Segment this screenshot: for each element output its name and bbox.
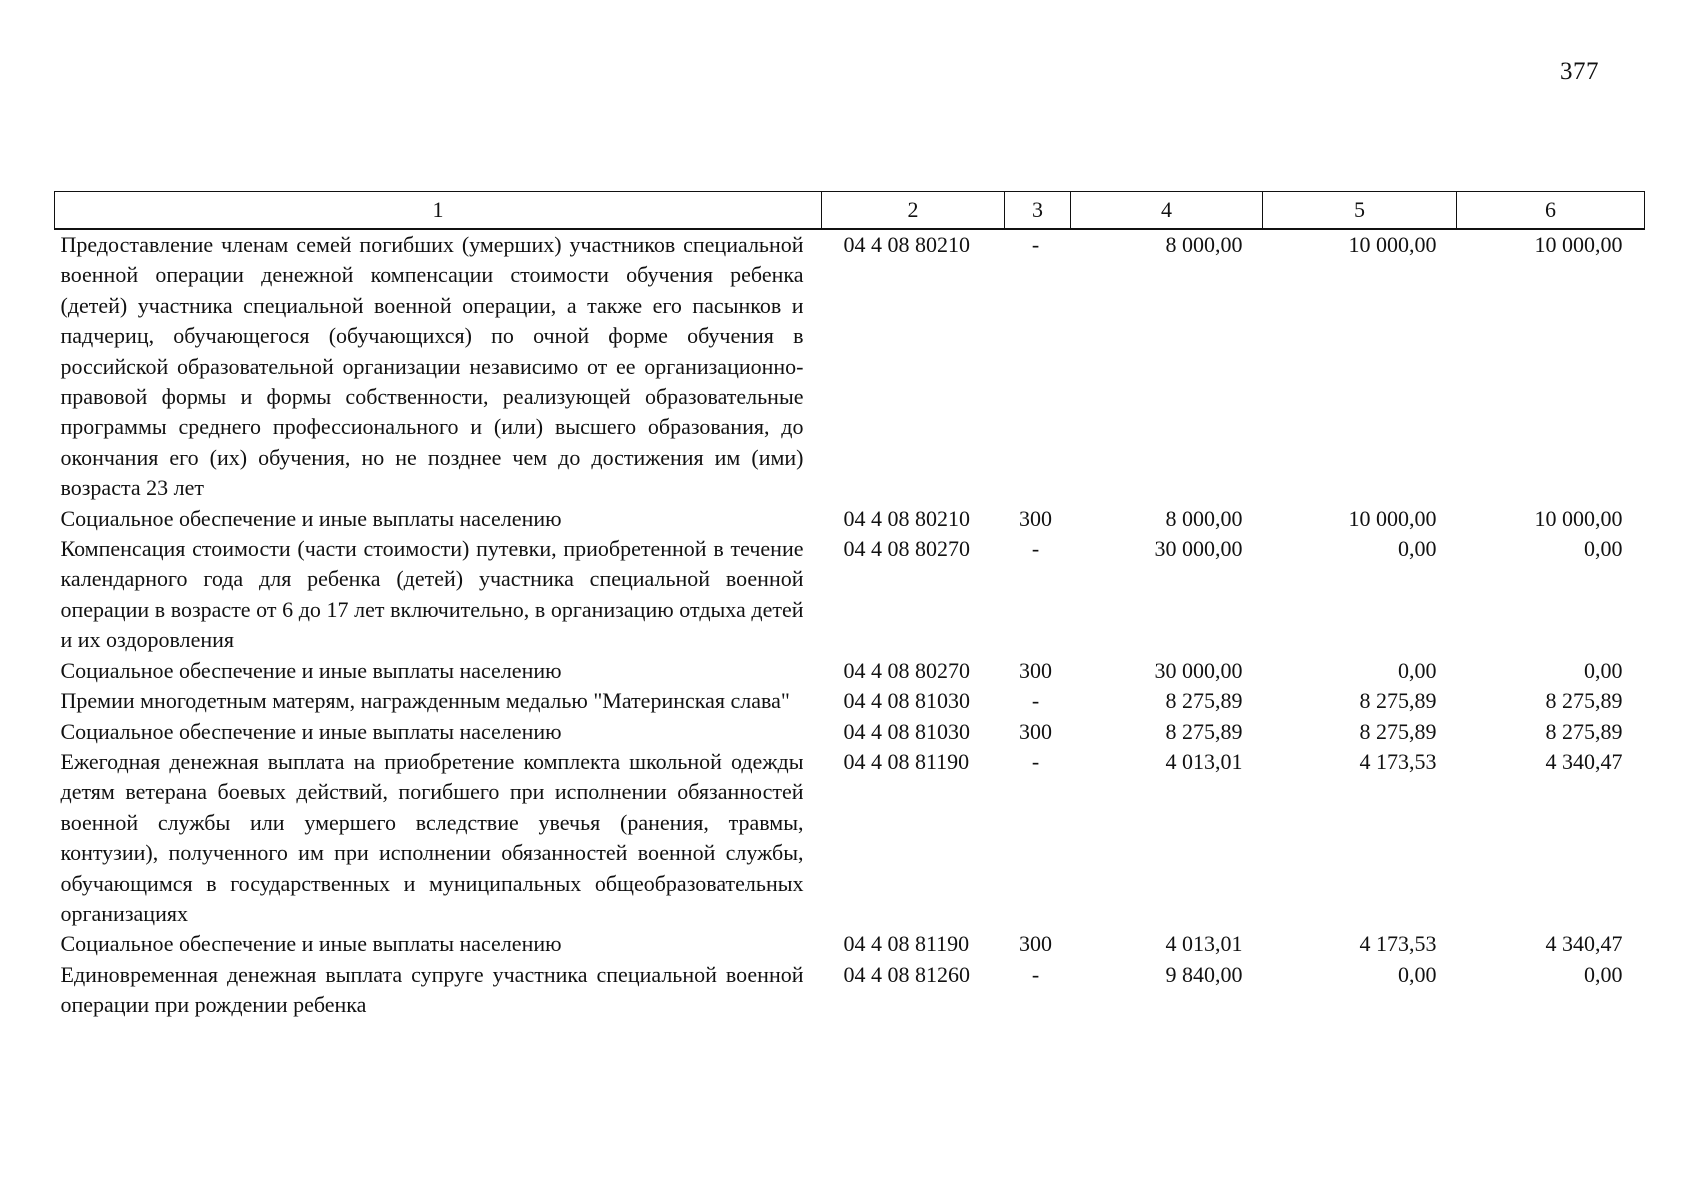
row-amount-4: 8 275,89 [1165,718,1243,744]
row-expense-type: 300 [1019,657,1052,683]
row-expense-type: 300 [1019,931,1052,957]
row-amount-5: 4 173,53 [1359,748,1437,774]
row-expense-type: - [1031,232,1040,257]
column-header-4: 4 [1071,192,1263,230]
row-amount-5: 10 000,00 [1348,232,1437,257]
page-number: 377 [1560,58,1599,85]
row-target-code: 04 4 08 80210 [843,505,970,531]
row-expense-type: 300 [1019,718,1052,744]
row-target-code: 04 4 08 80210 [843,232,970,257]
row-amount-4: 30 000,00 [1154,536,1243,562]
row-amount-5: 0,00 [1398,536,1437,562]
row-target-code: 04 4 08 81190 [843,931,970,957]
row-name: Ежегодная денежная выплата на приобретение комплекта школьной одежды детям ветерана боевых действий, погибшего при исполнении обязанностей военной службы или умершего вследствие увечья (ранения, травмы, контузии), полученного им при исполнении обязанностей военной службы, обучающимся в государственных и муниципальных общеобразовательных организациях [60,748,804,926]
row-amount-5: 10 000,00 [1348,505,1437,531]
column-header-5: 5 [1263,192,1457,230]
column-header-3: 3 [1005,192,1071,230]
row-amount-6: 0,00 [1584,536,1623,562]
table-row [55,534,1645,656]
row-amount-5: 4 173,53 [1359,931,1437,957]
row-amount-4: 30 000,00 [1154,657,1243,683]
row-target-code: 04 4 08 81260 [843,961,970,987]
row-expense-type: - [1031,748,1040,774]
row-name: Социальное обеспечение и иные выплаты населению [60,931,562,957]
row-amount-6: 0,00 [1584,657,1623,683]
row-target-code: 04 4 08 80270 [843,536,970,562]
row-amount-4: 4 013,01 [1165,748,1243,774]
row-amount-5: 8 275,89 [1359,688,1437,714]
row-name: Социальное обеспечение и иные выплаты населению [60,718,562,744]
row-target-code: 04 4 08 81030 [843,718,970,744]
row-amount-6: 4 340,47 [1545,931,1623,957]
table-row [55,717,1645,747]
row-target-code: 04 4 08 80270 [843,657,970,683]
column-header-2: 2 [822,192,1005,230]
row-amount-5: 8 275,89 [1359,718,1437,744]
row-expense-type: - [1031,536,1040,562]
row-amount-4: 9 840,00 [1165,961,1243,987]
column-header-6: 6 [1457,192,1645,230]
budget-table [54,191,1645,1021]
row-expense-type: 300 [1019,505,1052,531]
column-header-1: 1 [55,192,822,230]
table-body [55,229,1645,1021]
row-amount-6: 0,00 [1584,961,1623,987]
row-name: Социальное обеспечение и иные выплаты населению [60,505,562,531]
row-target-code: 04 4 08 81190 [843,748,970,774]
row-amount-4: 8 000,00 [1165,232,1243,257]
row-amount-5: 0,00 [1398,657,1437,683]
row-amount-6: 10 000,00 [1534,505,1623,531]
row-amount-6: 8 275,89 [1545,688,1623,714]
row-name: Компенсация стоимости (части стоимости) путевки, приобретенной в течение календарного года для ребенка (детей) участника специальной военной операции в возрасте от 6 до 17 лет включительно, в организацию отдыха детей и их оздоровления [60,536,804,653]
table-row [55,656,1645,686]
row-amount-6: 4 340,47 [1545,748,1623,774]
table-row [55,504,1645,534]
row-name: Единовременная денежная выплата супруге участника специальной военной операции при рождении ребенка [60,961,804,1018]
table-header [55,192,1645,230]
row-target-code: 04 4 08 81030 [843,688,970,714]
row-amount-4: 4 013,01 [1165,931,1243,957]
row-name: Социальное обеспечение и иные выплаты населению [60,657,562,683]
row-amount-4: 8 275,89 [1165,688,1243,714]
row-expense-type: - [1031,688,1040,714]
row-amount-6: 10 000,00 [1534,232,1623,257]
table-row [55,929,1645,959]
row-amount-4: 8 000,00 [1165,505,1243,531]
table-row [55,747,1645,929]
row-name: Предоставление членам семей погибших (умерших) участников специальной военной операции денежной компенсации стоимости обучения ребенка (детей) участника специальной военной операции, а также его пасынков и падчериц, обучающегося (обучающихся) по очной форме обучения в российской образовательной организации независимо от ее организационно-правовой формы и формы собственности, реализующей образовательные программы среднего профессионального и (или) высшего образования, до окончания его (их) обучения, но не позднее чем до достижения им (ими) возраста 23 лет [60,232,804,501]
table-row [55,686,1645,716]
row-expense-type: - [1031,961,1040,987]
row-amount-5: 0,00 [1398,961,1437,987]
table-row [55,960,1645,1021]
row-amount-6: 8 275,89 [1545,718,1623,744]
header-row [55,192,1645,230]
table-row [55,229,1645,504]
row-name: Премии многодетным матерям, награжденным медалью "Материнская слава" [60,688,790,714]
